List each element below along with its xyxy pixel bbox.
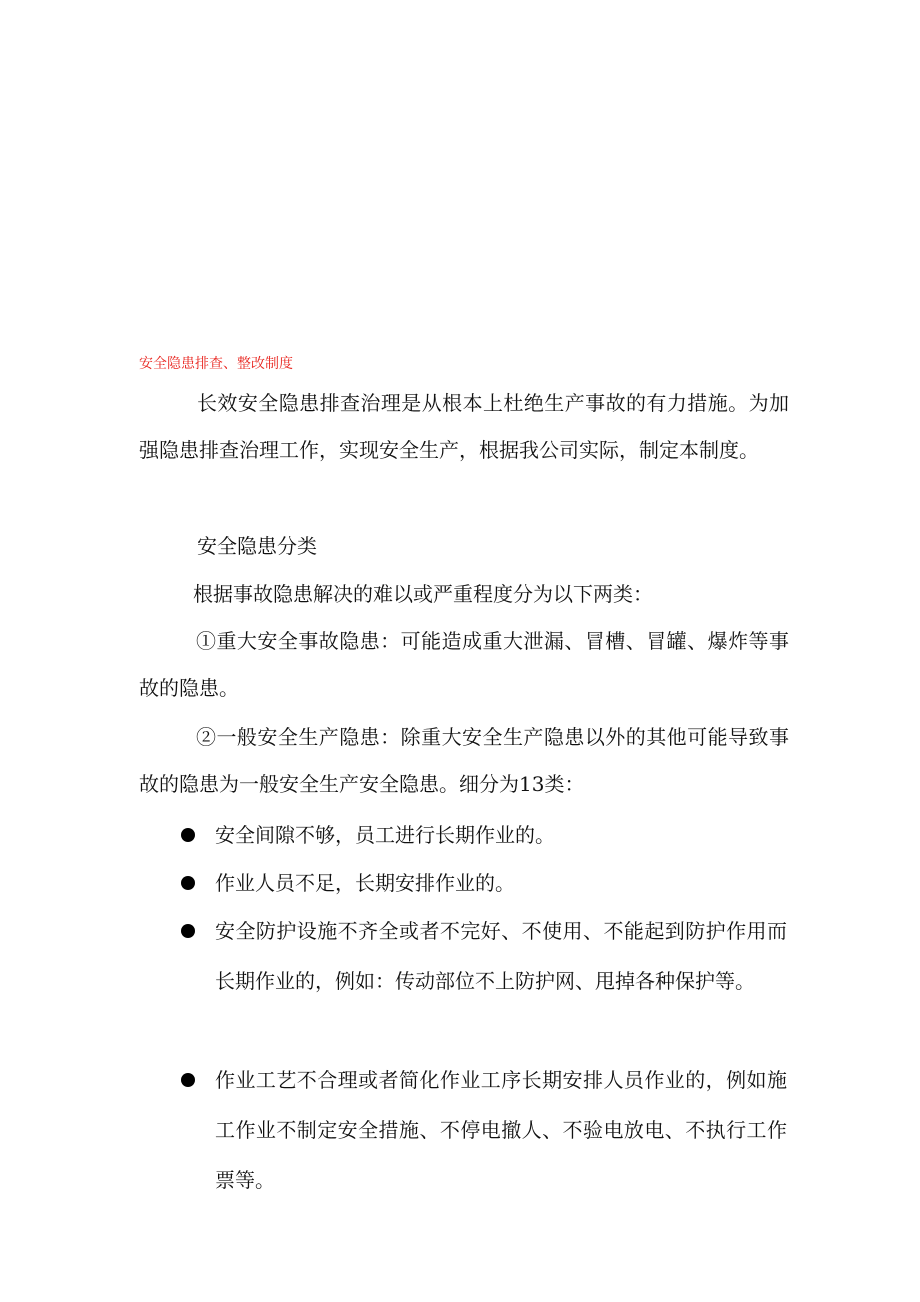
bullet-icon — [181, 1073, 195, 1087]
list-item — [215, 858, 787, 908]
list-item-text: 安全间隙不够，员工进行长期作业的。 — [215, 823, 555, 847]
bullet-icon — [181, 924, 195, 938]
bullet-icon — [181, 876, 195, 890]
list-item-text: 作业人员不足，长期安排作业的。 — [215, 871, 515, 895]
classification-basis: 根据事故隐患解决的难以或严重程度分为以下两类： — [193, 582, 653, 606]
major-hazard-paragraph: ①重大安全事故隐患：可能造成重大泄漏、冒槽、冒罐、爆炸等事故的隐患。 — [139, 629, 789, 700]
intro-paragraph: 长效安全隐患排查治理是从根本上杜绝生产事故的有力措施。为加强隐患排查治理工作，实现安全生产，根据我公司实际，制定本制度。 — [139, 391, 789, 462]
classification-title: 安全隐患分类 — [197, 534, 317, 558]
general-hazard-paragraph: ②一般安全生产隐患：除重大安全生产隐患以外的其他可能导致事故的隐患为一般安全生产安全隐患。细分为13类： — [139, 725, 789, 796]
list-item-text: 作业工艺不合理或者简化作业工序长期安排人员作业的，例如施工作业不制定安全措施、不停电撤人、不验电放电、不执行工作票等。 — [215, 1068, 787, 1192]
list-item — [215, 810, 787, 860]
bullet-icon — [181, 828, 195, 842]
list-item-text: 安全防护设施不齐全或者不完好、不使用、不能起到防护作用而长期作业的，例如：传动部位不上防护网、甩掉各种保护等。 — [215, 919, 787, 993]
document-heading: 安全隐患排查、整改制度 — [139, 356, 293, 372]
list-item — [215, 1055, 787, 1205]
list-item — [215, 906, 787, 1006]
